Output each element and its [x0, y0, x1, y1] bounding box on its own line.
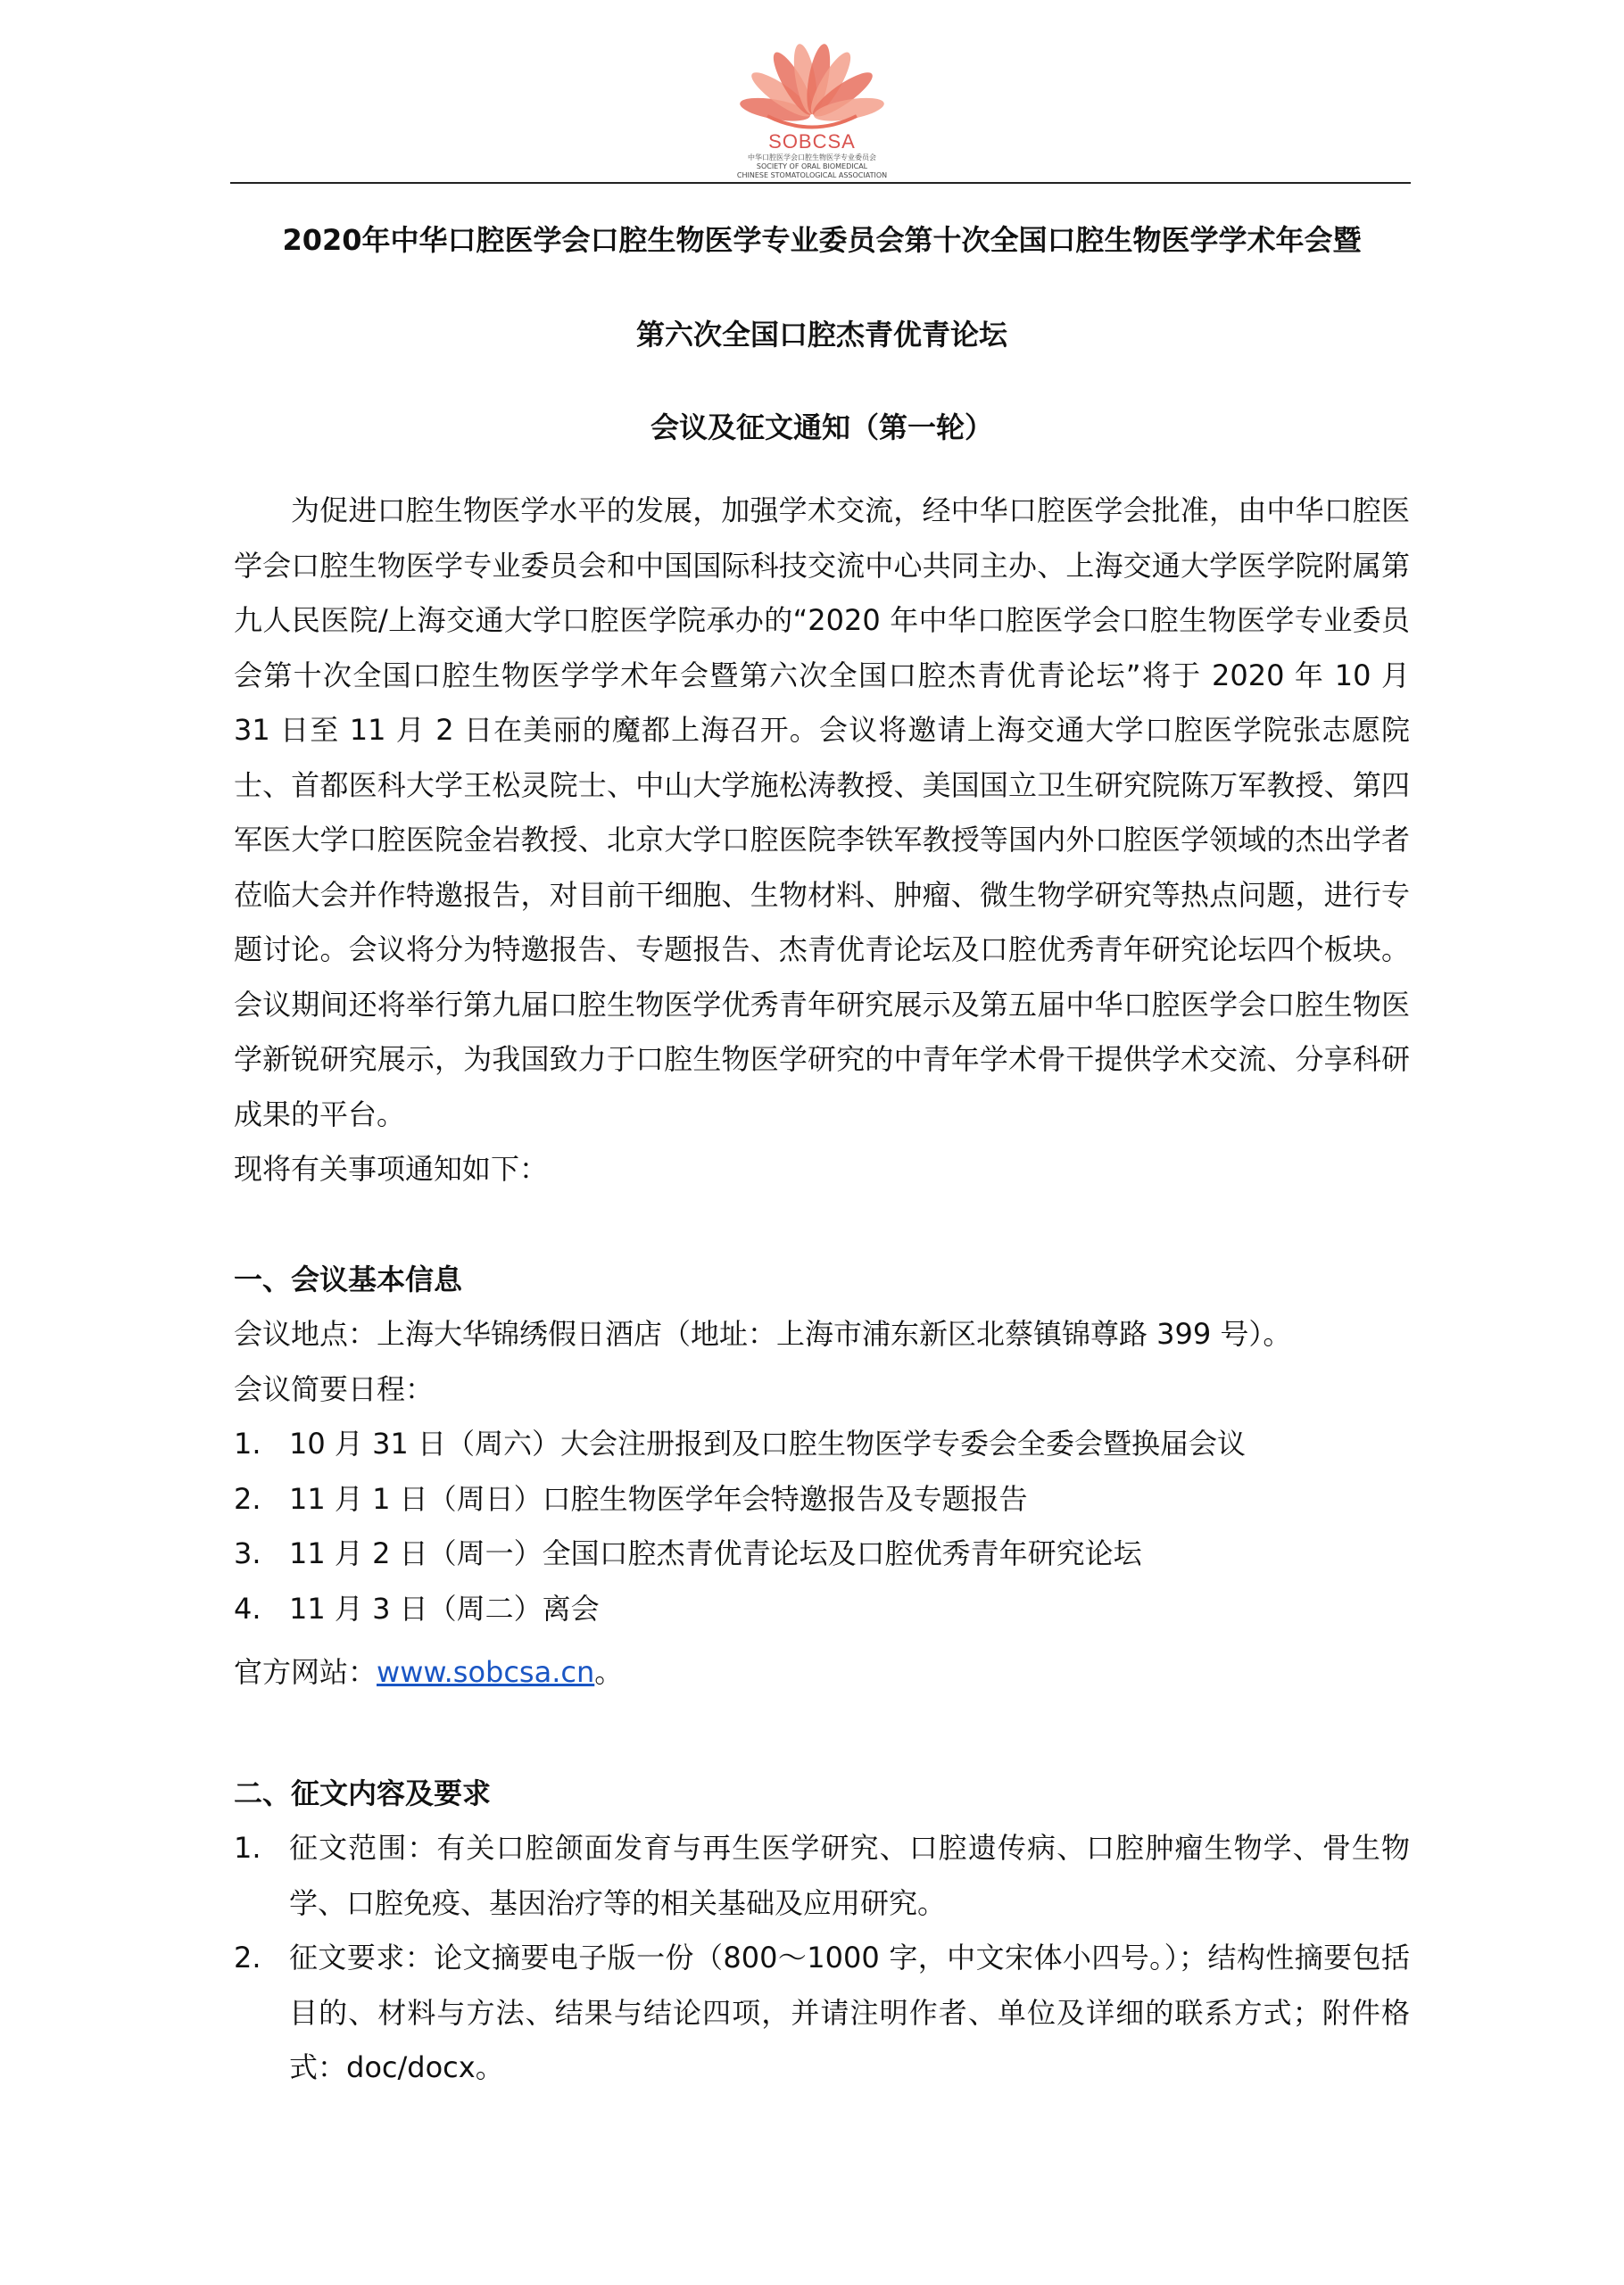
- list-item: 2. 11 月 1 日（周日）口腔生物医学年会特邀报告及专题报告: [234, 1481, 1028, 1516]
- schedule-label: 会议简要日程：: [234, 1371, 435, 1406]
- logo-subtitle-en-2: CHINESE STOMATOLOGICAL ASSOCIATION: [736, 171, 888, 179]
- title-line-1: 2020年中华口腔医学会口腔生物医学专业委员会第十次全国口腔生物医学学术年会暨: [282, 223, 1362, 257]
- website-label: 官方网站：: [234, 1655, 377, 1689]
- logo-subtitle-en-1: SOCIETY OF ORAL BIOMEDICAL: [756, 162, 868, 170]
- intro-paragraph: 为促进口腔生物医学水平的发展，加强学术交流，经中华口腔医学会批准，由中华口腔医学会口腔生物医学专业委员会和中国国际科技交流中心共同主办、上海交通大学医学院附属第九人民医院/上海交通大学口腔医学院承办的“2020 年中华口腔医学会口腔生物医学专业委员会第十次全国口腔生物医学学术年会暨第六次全国口腔杰青优青论坛”将于 2020 年 10 月 31 日至 11 月 2 日在美丽的魔都上海召开。会议将邀请上海交通大学口腔医学院张志愿院士、首都医科大学王松灵院士、中山大学施松涛教授、美国国立卫生研究院陈万军教授、第四军医大学口腔医院金岩教授、北京大学口腔医院李铁军教授等国内外口腔医学领域的杰出学者莅临大会并作特邀报告，对目前干细胞、生物材料、肿瘤、微生物学研究等热点问题，进行专题讨论。会议将分为特邀报告、专题报告、杰青优青论坛及口腔优秀青年研究论坛四个板块。会议期间还将举行第九届口腔生物医学优秀青年研究展示及第五届中华口腔医学会口腔生物医学新锐研究展示，为我国致力于口腔生物医学研究的中青年学术骨干提供学术交流、分享科研成果的平台。: [234, 493, 1410, 1131]
- logo-name: SOBCSA: [768, 130, 856, 153]
- schedule-list: [234, 1417, 1410, 1636]
- logo-subtitle-cn: 中华口腔医学会口腔生物医学专业委员会: [748, 153, 876, 161]
- header-divider: [230, 182, 1411, 184]
- sobcsa-logo: [723, 27, 901, 192]
- website-link[interactable]: www.sobcsa.cn: [377, 1655, 595, 1689]
- requirements-list: [234, 1821, 1410, 2096]
- list-item: 2. 征文要求：论文摘要电子版一份（800～1000 字，中文宋体小四号。）；结构性摘要包括目的、材料与方法、结果与结论四项，并请注明作者、单位及详细的联系方式；附件格式：doc/docx。: [234, 1941, 1410, 2084]
- title-line-2: 第六次全国口腔杰青优青论坛: [635, 318, 1007, 352]
- list-item: 4. 11 月 3 日（周二）离会: [234, 1591, 600, 1626]
- document-body: [234, 212, 1410, 2096]
- lotus-icon: [732, 27, 892, 134]
- notice-line: 现将有关事项通知如下：: [234, 1152, 549, 1186]
- website-line: 官方网站：www.sobcsa.cn。: [234, 1655, 624, 1689]
- section-1-heading: 一、会议基本信息: [234, 1262, 463, 1296]
- list-item: 1. 10 月 31 日（周六）大会注册报到及口腔生物医学专委会全委会暨换届会议: [234, 1427, 1246, 1461]
- list-item: 3. 11 月 2 日（周一）全国口腔杰青优青论坛及口腔优秀青年研究论坛: [234, 1536, 1142, 1570]
- title-line-3: 会议及征文通知（第一轮）: [650, 410, 993, 444]
- venue-line: 会议地点：上海大华锦绣假日酒店（地址：上海市浦东新区北蔡镇锦尊路 399 号）。: [234, 1317, 1292, 1351]
- section-2-heading: 二、征文内容及要求: [234, 1776, 492, 1810]
- list-item: 1. 征文范围：有关口腔颌面发育与再生医学研究、口腔遗传病、口腔肿瘤生物学、骨生物学、口腔免疫、基因治疗等的相关基础及应用研究。: [234, 1831, 1410, 1920]
